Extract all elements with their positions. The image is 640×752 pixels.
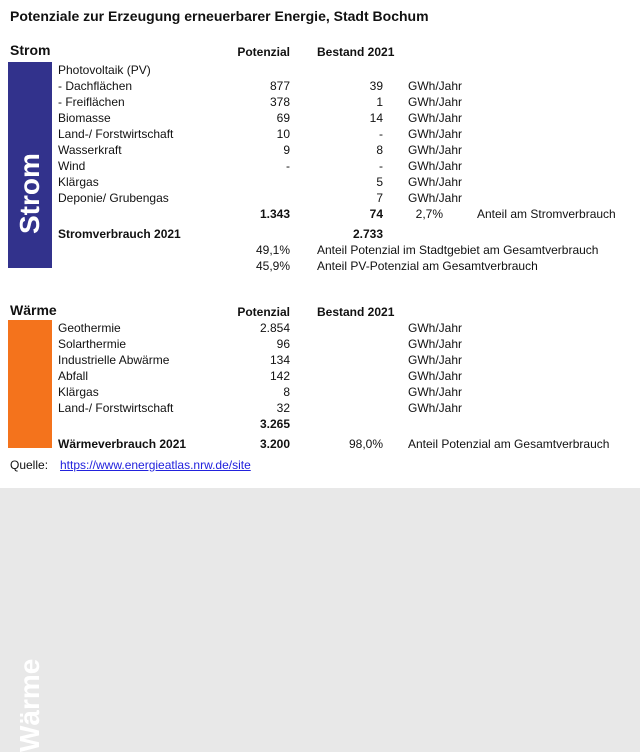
row-label: Klärgas [58, 175, 99, 189]
cell-noteA: Anteil Potenzial im Stadtgebiet am Gesamtverbrauch [317, 243, 599, 257]
table-row [0, 110, 640, 126]
cell-best: 39 [369, 79, 383, 93]
cell-pot: 378 [269, 95, 290, 109]
cell-unit: GWh/Jahr [408, 111, 463, 125]
cell-noteA: Anteil PV-Potenzial am Gesamtverbrauch [317, 259, 538, 273]
row-label: Abfall [58, 369, 89, 383]
row-label: Industrielle Abwärme [58, 353, 170, 367]
cell-pot: 8 [283, 385, 290, 399]
cell-best: - [379, 159, 383, 173]
table-row [0, 242, 640, 258]
row-label: Photovoltaik (PV) [58, 63, 151, 77]
cell-unit: GWh/Jahr [408, 353, 463, 367]
cell-unit: GWh/Jahr [408, 369, 463, 383]
table-row [0, 174, 640, 190]
table-row [0, 226, 640, 242]
cell-unit: GWh/Jahr [408, 337, 463, 351]
cell-pot: 10 [276, 127, 290, 141]
table-row [0, 352, 640, 368]
cell-unit: Anteil Potenzial am Gesamtverbrauch [408, 437, 610, 451]
cell-unit: GWh/Jahr [408, 191, 463, 205]
cell-best: 8 [376, 143, 383, 157]
row-label: Wasserkraft [58, 143, 122, 157]
row-label: Land-/ Forstwirtschaft [58, 127, 174, 141]
cell-unit: GWh/Jahr [408, 385, 463, 399]
source-label: Quelle: [10, 458, 49, 472]
cell-best: 2.733 [352, 227, 383, 241]
row-label: Land-/ Forstwirtschaft [58, 401, 174, 415]
cell-pot: 877 [269, 79, 290, 93]
column-header-potenzial-waerme: Potenzial [237, 305, 290, 319]
table-row [0, 320, 640, 336]
table-row [0, 94, 640, 110]
cell-noteB: Anteil am Stromverbrauch [477, 207, 616, 221]
table-row [0, 62, 640, 78]
cell-pot: 45,9% [255, 259, 290, 273]
table-row [0, 78, 640, 94]
cell-pot: 142 [269, 369, 290, 383]
cell-pot: 2.854 [259, 321, 290, 335]
strom-sidebar-label: Strom [14, 153, 45, 234]
cell-pot: 49,1% [255, 243, 290, 257]
table-row [0, 384, 640, 400]
cell-best: - [379, 127, 383, 141]
table-row [0, 142, 640, 158]
cell-pot: 3.200 [259, 437, 290, 451]
section-title-waerme: Wärme [10, 302, 57, 318]
waerme-sidebar-label: Wärme [14, 658, 45, 752]
row-label: Solarthermie [58, 337, 127, 351]
row-label: - Dachflächen [58, 79, 133, 93]
table-row [0, 416, 640, 432]
cell-best: 1 [376, 95, 383, 109]
strom-table [0, 62, 640, 274]
cell-unit: GWh/Jahr [408, 159, 463, 173]
cell-pot: 3.265 [259, 417, 290, 431]
cell-unit: GWh/Jahr [408, 321, 463, 335]
page-title: Potenziale zur Erzeugung erneuerbarer Energie, Stadt Bochum [10, 8, 429, 24]
table-row [0, 368, 640, 384]
column-header-bestand-waerme: Bestand 2021 [317, 305, 395, 319]
row-label: Geothermie [58, 321, 121, 335]
row-label: Biomasse [58, 111, 111, 125]
table-row [0, 400, 640, 416]
table-row [0, 158, 640, 174]
row-label: - Freiflächen [58, 95, 125, 109]
row-label: Deponie/ Grubengas [58, 191, 169, 205]
source-link[interactable]: https://www.energieatlas.nrw.de/site [60, 458, 251, 472]
cell-unit: GWh/Jahr [408, 95, 463, 109]
section-title-strom: Strom [10, 42, 51, 58]
table-row [0, 190, 640, 206]
cell-best: 7 [376, 191, 383, 205]
cell-pot: 96 [276, 337, 290, 351]
row-label: Wind [58, 159, 86, 173]
row-label: Stromverbrauch 2021 [58, 227, 181, 241]
table-row [0, 436, 640, 452]
cell-unit: GWh/Jahr [408, 401, 463, 415]
cell-unit: GWh/Jahr [408, 79, 463, 93]
table-row [0, 126, 640, 142]
cell-best: 98,0% [348, 437, 383, 451]
cell-pot: 9 [283, 143, 290, 157]
table-row [0, 206, 640, 222]
cell-best: 74 [369, 207, 383, 221]
table-row [0, 336, 640, 352]
cell-best: 5 [376, 175, 383, 189]
cell-pot: 134 [269, 353, 290, 367]
cell-pot: 32 [276, 401, 290, 415]
row-label: Wärmeverbrauch 2021 [58, 437, 187, 451]
cell-pot: - [286, 159, 290, 173]
column-header-potenzial-strom: Potenzial [237, 45, 290, 59]
waerme-table [0, 320, 640, 452]
cell-pct: 2,7% [415, 207, 443, 221]
cell-pot: 69 [276, 111, 290, 125]
cell-pot: 1.343 [259, 207, 290, 221]
cell-best: 14 [369, 111, 383, 125]
cell-unit: GWh/Jahr [408, 127, 463, 141]
column-header-bestand-strom: Bestand 2021 [317, 45, 395, 59]
cell-unit: GWh/Jahr [408, 143, 463, 157]
cell-unit: GWh/Jahr [408, 175, 463, 189]
row-label: Klärgas [58, 385, 99, 399]
table-row [0, 258, 640, 274]
